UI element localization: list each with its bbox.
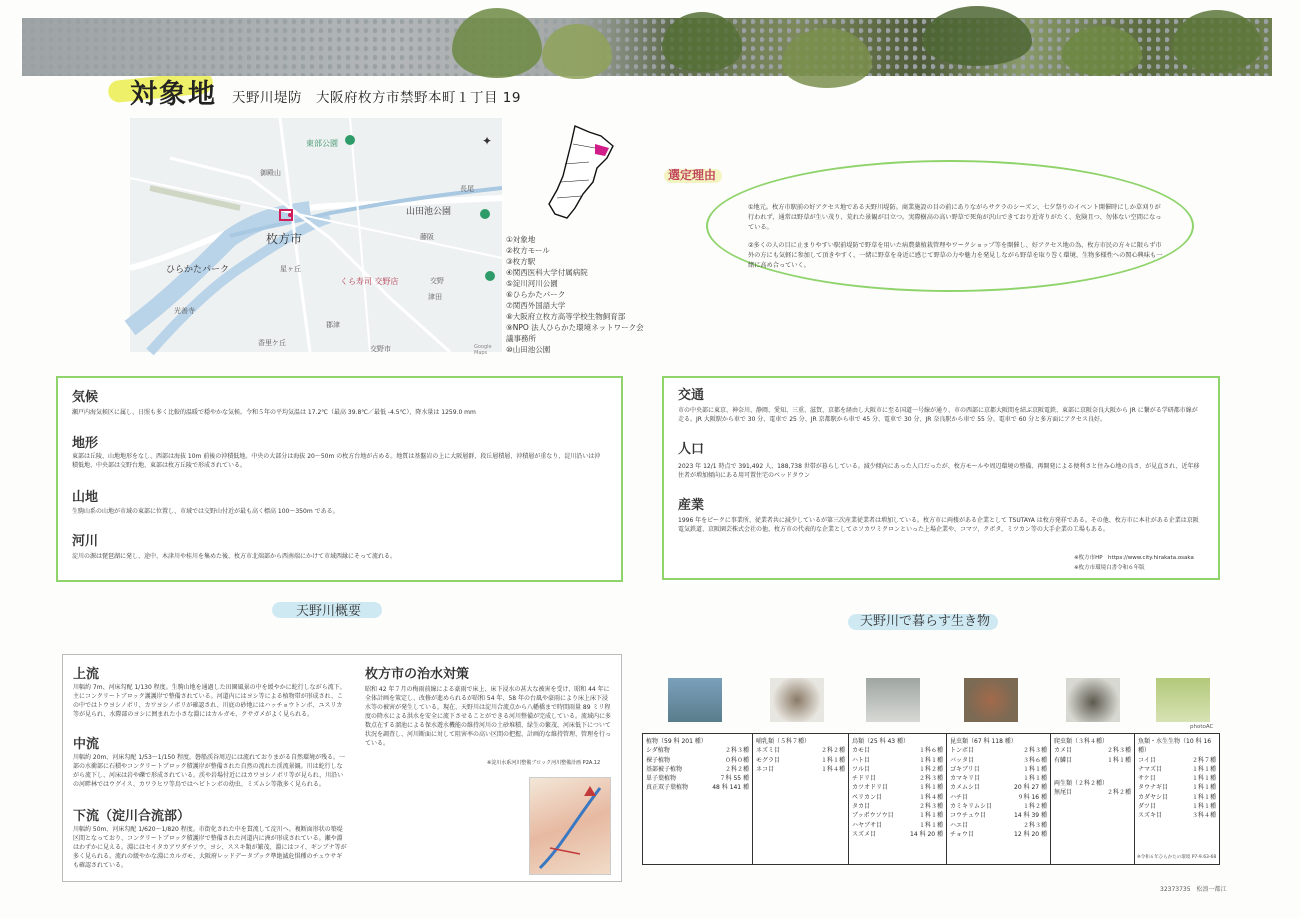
reptiles-amphibians-column [1051, 734, 1135, 864]
photo-plants [668, 678, 722, 722]
birds-column [849, 734, 947, 864]
plants-head: 植物（59 科 201 種） [646, 738, 707, 745]
table-row: 単子葉植物 ７科 55 種 [646, 775, 749, 783]
table-row: トンボ目 ２科３種 [950, 747, 1047, 755]
lower-text: 川幅約 50m、河床勾配 1/620〜1/820 程度。市街化された中を貫流して淀川へ。複断面形状の築堤区間となっており、コンクリートブロック積護岸で整備された河道内に洲が形成されている。瀬や淵はわずかに見える。淵にはセイタカアワダチソウ、ヨシ、ススキ類が繁茂、淵にはコイ、ギンブナ等が多く見られる。流れの緩やかな淵にカルガモ、大阪府レッドデータブック準絶滅危惧種のチュウサギも確認されている。 [73, 826, 347, 869]
legend-item: ④関西医科大学付属病院 [506, 268, 588, 277]
map-label-hoshigaoka: 星ヶ丘 [280, 265, 301, 273]
industry-text: 1996 年をピークに事業所、従業者共に減少しているが第三次産業従業者は増加している。枚方市に両棲がある企業として TSUTAYA は枚方発祥である。その他、枚方市に本社がある企業は京阪電気鉄道、京阪園芸株式会社の他、枚方市の代表的な企業としてホソカワミクロンといった上場企業や、コマツ、クボタ、ミツカン等の大手企業の工場もある。 [678, 517, 1199, 533]
river-heading: 河川 [72, 534, 99, 549]
industry-heading: 産業 [678, 498, 705, 513]
overview-title-wrap [296, 600, 361, 619]
birds-head: 鳥類（25 科 43 種） [852, 738, 909, 745]
header-banner-photo [22, 18, 1272, 76]
table-row: スズメ目 14 科 20 種 [852, 830, 943, 838]
map-label-hirakata-park: ひらかたパーク [166, 265, 230, 275]
bio-title: 天野川で暮らす生き物 [860, 614, 991, 629]
map-graphic [130, 118, 502, 352]
mountain-heading: 山地 [72, 490, 99, 505]
map-label-tsuda: 津田 [428, 293, 442, 301]
table-row: モグラ目 １科１種 [756, 756, 845, 764]
table-row: ツル目 １科２種 [852, 765, 943, 773]
table-row: カツオドリ目 １科１種 [852, 784, 943, 792]
river-text: 淀川の源は琵琶湖に発し、途中、木津川や桂川を集めた後、枚方市北端部から西南端にかけて市域西縁にそって流れる。 [72, 553, 397, 560]
map-legend [506, 234, 644, 355]
table-row: 裸子植物 ０科０種 [646, 756, 749, 764]
map-label-yamadaike: 山田池公園 [406, 207, 452, 217]
table-row: カミキリムシ目 １科２種 [950, 803, 1047, 811]
upper-heading: 上流 [73, 667, 100, 682]
map-label-tobu-park: 東部公園 [306, 139, 338, 148]
river-plan-map-image [529, 777, 611, 875]
legend-item: ⑧大阪府立枚方高等学校生物飼育部 [506, 312, 626, 321]
society-info-box [662, 376, 1220, 580]
site-map [130, 118, 502, 356]
legend-item: ⑩山田池公園 [506, 345, 551, 354]
table-row: ハエ目 ２科３種 [950, 821, 1047, 829]
photo-turtle [1066, 678, 1120, 722]
flood-source-note: ※淀川水系河川整備ブロック河川整備計画 P2A.12 [487, 760, 601, 766]
photo-insect [964, 678, 1018, 722]
map-label-kozenji: 光善寺 [174, 307, 195, 315]
mountain-text: 生駒山系の山地が市域の東部に位置し、市域では交野山付近が最も高く標高 100〜350m である。 [72, 508, 339, 515]
insects-column [947, 734, 1051, 864]
table-row: ネコ目 １科４種 [756, 765, 845, 773]
table-row: ネズミ目 ２科２種 [756, 747, 845, 755]
map-label-nagao: 長尾 [460, 185, 474, 193]
insects-head: 昆虫類（67 科 118 種） [950, 738, 1017, 745]
table-row: 基部被子植物 ２科２種 [646, 765, 749, 773]
table-row: コイ目 ２科７種 [1138, 756, 1216, 764]
map-label-kozu: 郡津 [326, 321, 340, 329]
photo-fish [1156, 678, 1210, 722]
climate-heading: 気候 [72, 390, 99, 405]
table-row: チョウ目 12 科 20 種 [950, 830, 1047, 838]
fish-column [1135, 734, 1219, 864]
table-row: ハヤブサ目 １科１種 [852, 821, 943, 829]
table-source-note: ※令和６年ひらかたの環境 P7-9.63-68 [1137, 854, 1217, 860]
footer-code: 32373735 松浪一都江 [1160, 886, 1227, 893]
map-label-katano-city: 交野市 [370, 345, 391, 353]
reptiles-head: 爬虫類（３科４種） [1054, 738, 1109, 745]
fish-head: 魚類・水生生物（10 科 16 種） [1138, 738, 1212, 755]
legend-item: 議事務所 [506, 334, 536, 343]
table-row: サケ目 １科１種 [1138, 775, 1216, 783]
selection-reason-title: 選定理由 [668, 168, 717, 182]
legend-item: ①対象地 [506, 235, 536, 244]
table-row: コウチュウ目 14 科 39 種 [950, 812, 1047, 820]
table-row: ナマズ目 １科１種 [1138, 765, 1216, 773]
table-row: ペリカン目 １科４種 [852, 793, 943, 801]
table-row: バッタ目 ３科６種 [950, 756, 1047, 764]
source-note-1: ※枚方市HP https://www.city.hirakata.osaka [1074, 555, 1194, 561]
population-text: 2023 年 12/1 時点で 391,492 人、188,738 世帯が暮らしている。減少傾向にあった人口だったが、枚方モールや周辺環境の整備、再開発による便利さと住み心地の良さ、が見直され、近年移住者が増加傾向にある用可置住宅のベッドタウン [678, 463, 1200, 479]
photo-raccoon-dog [770, 678, 824, 722]
legend-item: ③枚方駅 [506, 257, 536, 266]
table-row: スズキ目 ３科４種 [1138, 812, 1216, 820]
overview-title: 天野川概要 [296, 604, 362, 619]
species-table [642, 733, 1220, 865]
middle-text: 川幅約 20m、河床勾配 1/53〜1/150 程度。磐船渓谷周辺には流れておりまがる自然環境が残る。一部の水衝部に石積やコンクリートブロック積護岸が整備された自然の流れた渓流景観。川は蛇行しながら流下し、河床は岩や礫で形成されている。渓や岩場付近にはカワヨシノボリ等が見られ、川沿いの河畔林ではウグイス、カワラヒワ等鳥ではヘビトンボの幼虫、ミズムシ等散多く見られる。 [73, 754, 345, 788]
photo-egret [866, 678, 920, 722]
table-row: ゴキブリ目 １科１種 [950, 765, 1047, 773]
plants-column [643, 734, 753, 864]
terrain-heading: 地形 [72, 436, 99, 451]
north-arrow-icon: ✦ [482, 134, 493, 148]
amano-river-overview [62, 654, 622, 882]
river-plan-map-graphic [530, 778, 610, 874]
legend-item: ②枚方モール [506, 246, 550, 255]
osaka-prefecture-locator-map [545, 124, 619, 220]
population-heading: 人口 [678, 442, 705, 457]
table-row: ブッポウソウ目 １科１種 [852, 812, 943, 820]
table-row: タカ目 ２科３種 [852, 803, 943, 811]
photo-credit: photoAC [1190, 724, 1214, 730]
upper-text: 川幅約 7m、河床勾配 1/130 程度。生駒山地を通過した田園風景の中を緩やかに蛇行しながら流下。主にコンクリートブロック護護岸で整備されている。河道内にはヨシ等による植物帯が形成され、この中ではトウヨシノボリ、カワヨシノボリが確認され、川底の砂地にはハッチョウトンボ、ユスリカ等が見られ、水際部のヨシに囲まれた小さな淵にはカルガモ、クサガメがよく見られる。 [73, 684, 346, 718]
climate-text: 瀬戸内海気候区に属し、日照も多く比較的温暖で穏やかな気候。令和５年の平均気温は 17.2℃（最高 39.8℃／最低 -4.5℃）、降水量は 1259.0 mm [72, 409, 476, 416]
terrain-text: 東部は丘陵、山地地形をなし、西部は海抜 10m 前後の沖積低地。中央の大部分は海抜 20〜50m の枚方台地が占める。地質は基盤岩の上に大阪層群、段丘層積層、沖積層が重なり、淀川沿いは沖積低地、中央部は交野台地、東部は枚方丘陵で形成されている。 [72, 453, 601, 469]
flood-control-heading: 枚方市の治水対策 [365, 667, 470, 682]
reason-paragraph-1: ①地元。枚方市駅前の好アクセス地である天野川堤防。商業施設の目の前にありながらサクラのシーズン、七夕祭りのイベント開催時にしか草刈りが行われず、通常は野草が生い茂り、荒れた景観が目立つ。実際樹高の高い野草で死角が沢山できており近寄りがたく、危険且つ、勿体ない空間になっている。 [748, 204, 1162, 231]
map-attribution: Google Maps [474, 344, 492, 356]
legend-item: ⑥ひらかたパーク [506, 290, 566, 299]
table-row: 無尾目 ２科２種 [1054, 789, 1131, 797]
map-label-hirakata: 枚方市 [266, 232, 303, 246]
legend-item: ⑨NPO 法人ひらかた環境ネットワーク会 [506, 323, 644, 332]
map-label-kurazushi: くら寿司 交野店 [340, 277, 399, 286]
middle-heading: 中流 [73, 737, 100, 752]
table-row: カメムシ目 20 科 27 種 [950, 784, 1047, 792]
table-row: 真正双子葉植物 48 科 141 種 [646, 784, 749, 792]
table-row: カモ目 １科６種 [852, 747, 943, 755]
legend-item: ⑤淀川河川公園 [506, 279, 558, 288]
bio-title-wrap [860, 610, 990, 629]
map-label-gotenyama: 御殿山 [260, 169, 281, 177]
map-label-korigaoka: 香里ケ丘 [258, 339, 286, 347]
table-row: ハト目 １科１種 [852, 756, 943, 764]
table-row: ダツ目 １科１種 [1138, 803, 1216, 811]
lower-heading: 下流（淀川合流部） [73, 809, 191, 824]
table-row: カダヤシ目 １科１種 [1138, 793, 1216, 801]
map-label-fujisaka: 藤阪 [420, 233, 434, 241]
table-row: カマキリ目 １科１種 [950, 775, 1047, 783]
selection-reason-text [748, 203, 1166, 271]
page-title: 対象地 [130, 72, 217, 111]
nature-info-box [56, 376, 623, 582]
reason-paragraph-2: ②多くの人の目に止まりやすい駅前堤防で野草を用いた病農薬植栽管理やワークショップ等を開催し、好アクセス地の為、枚方市民の方々に限らず市外の方にも気軽に参加して頂きやすく、一緒に野草を身近に感じて野草の力や魅力を発見しながら野草を取り巻く環境、生物多様性への関心興味も一緒に高め合っていく。 [748, 242, 1163, 269]
table-row: 有鱗目 １科１種 [1054, 756, 1131, 764]
flood-control-text: 昭和 42 年７月の梅雨前線による豪雨で床上、床下浸水の甚大な被害を受け、昭和 44 年に全体計画を策定し、改修が進められるが昭和 54 年、58 年の台風や豪雨により床上床下浸水等の被害が発生している。現在、天野川は淀川合流点から八幡橋まで時間雨量 89 ミリ程度の降水による洪水を安全に流下させることができる河川整備が完成している。流域内に多数点在する溜池による保水遊水機能の維持河川の土砂堆積、緑生の繁茂、河床低下について状況を調査し、河川断面に対して阻害率の高い区間の把握、計画的な維持管理、管理を行っている。 [365, 686, 612, 747]
table-row: ハチ目 ９科 16 種 [950, 793, 1047, 801]
mammals-column [753, 734, 849, 864]
legend-item: ⑦関西外国語大学 [506, 301, 566, 310]
site-address: 天野川堤防 大阪府枚方市禁野本町１丁目 19 [232, 90, 521, 106]
traffic-heading: 交通 [678, 388, 705, 403]
table-row: タウナギ目 １科１種 [1138, 784, 1216, 792]
table-row: シダ植物 ２科３種 [646, 747, 749, 755]
source-note-2: ※枚方市環境白書令和６年版 [1074, 565, 1145, 571]
map-label-katano: 交野 [430, 277, 444, 285]
amphibians-head: 両生類（２科２種） [1054, 779, 1109, 787]
table-row: カメ目 ２科３種 [1054, 747, 1131, 755]
mammals-head: 哺乳類（５科７種） [756, 738, 811, 745]
table-row: チドリ目 ２科３種 [852, 775, 943, 783]
traffic-text: 市の中央部に東京、神奈川、静岡、愛知、三重、滋賀、京都を経由し大阪市に至る国道一号線が通り、市の西部に京都大阪間を結ぶ京阪電鉄、東部に京阪奈良大阪から JR に繋がる学研都市線が走る。JR 大阪駅から車で 30 分、電車で 25 分、JR 京都駅から車で 45 分、電車で 30 分、JR 奈良駅から車で 55 分、電車で 60 分と多方面にアクセス良好。 [678, 407, 1198, 423]
